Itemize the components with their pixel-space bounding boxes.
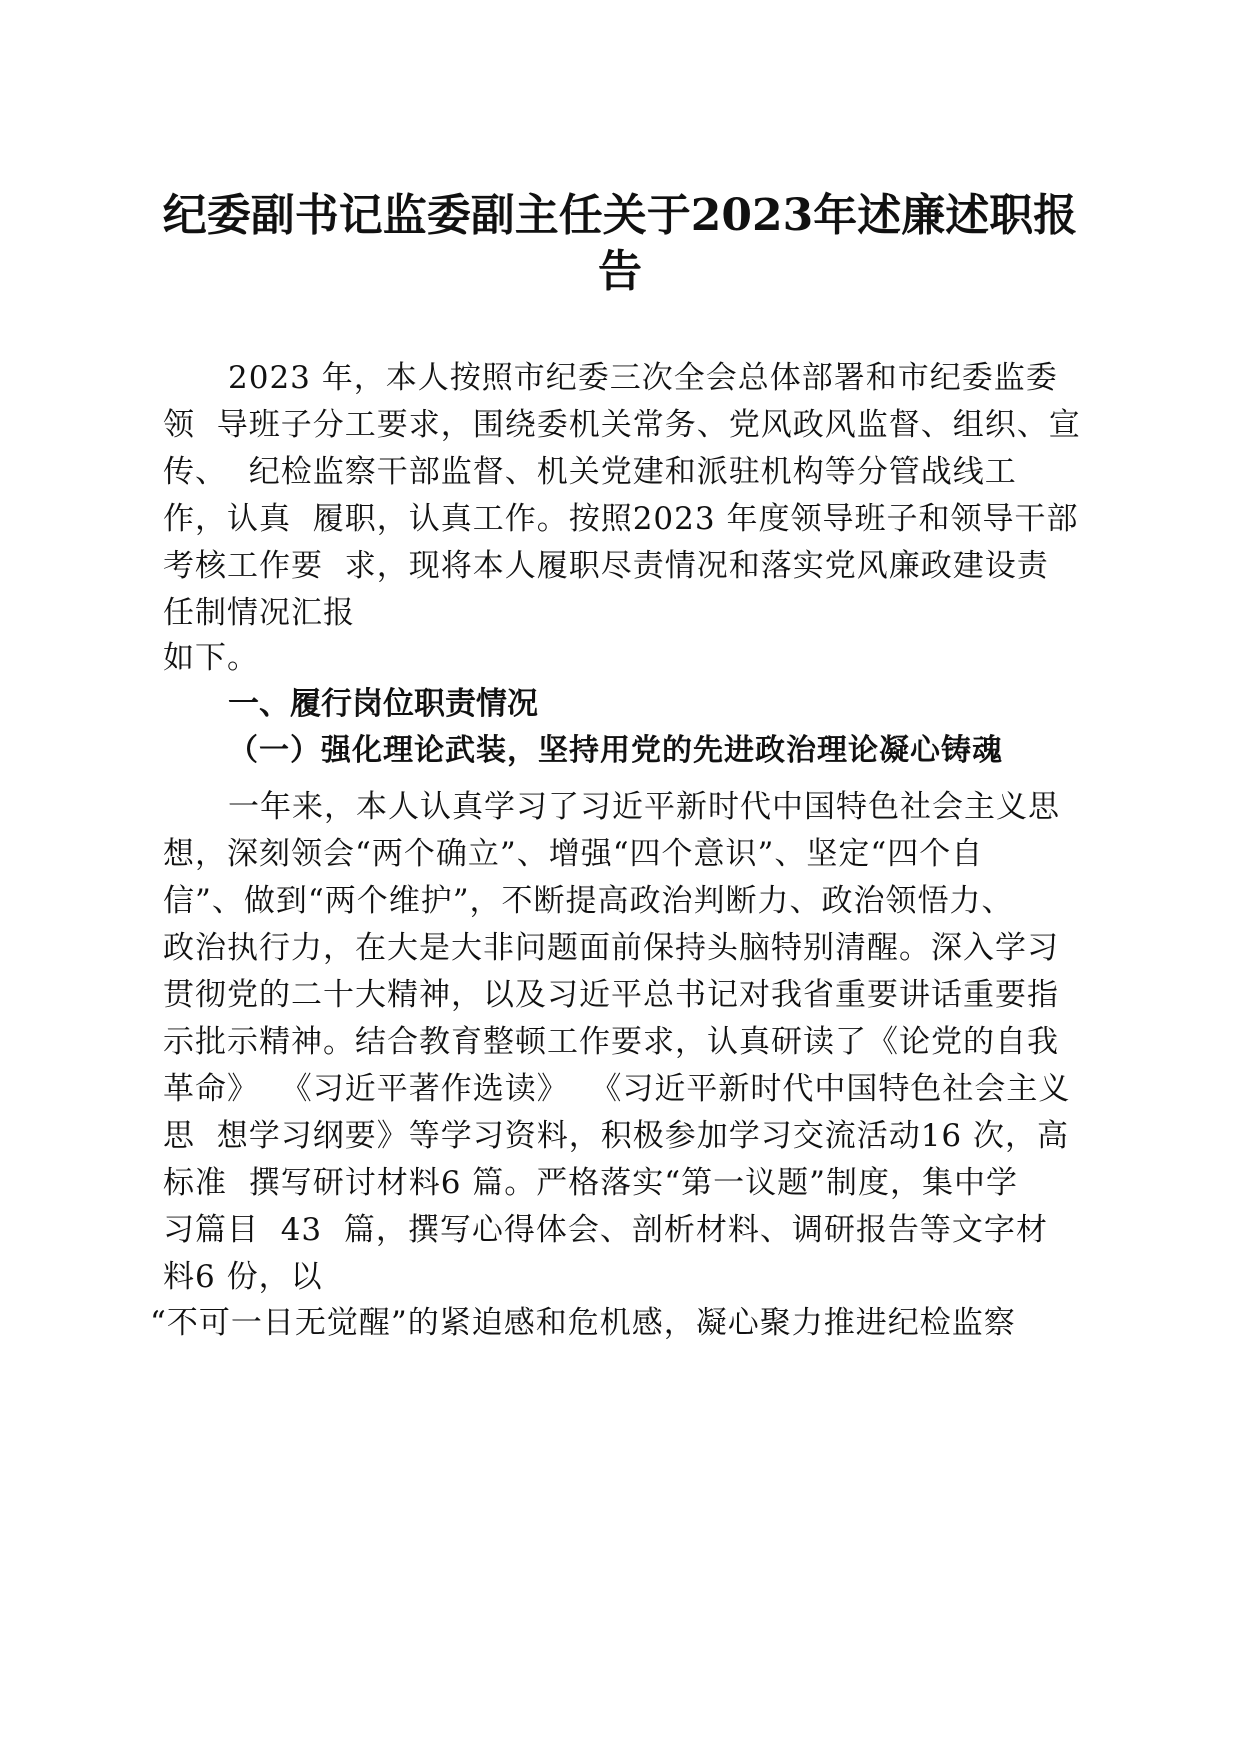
intro-line-2: 领 导班子分工要求，围绕委机关常务、党风政风监督、组织、宣 <box>163 407 1081 443</box>
subsection-heading: （一）强化理论武装，坚持用党的先进政治理论凝心铸魂 <box>228 733 1003 768</box>
body-line-8: 思 想学习纲要》等学习资料，积极参加学习交流活动16 次，高 <box>163 1118 1070 1154</box>
intro-line-3: 传、 纪检监察干部监督、机关党建和派驻机构等分管战线工 <box>163 454 1017 490</box>
body-line-2: 想，深刻领会“两个确立”、增强“四个意识”、坚定“四个自 <box>163 836 984 872</box>
intro-line-6: 任制情况汇报 <box>163 595 355 631</box>
document-title-line-1: 纪委副书记监委副主任关于2023年述廉述职报 <box>162 190 1078 241</box>
intro-line-4: 作，认真 履职，认真工作。按照2023 年度领导班子和领导干部 <box>163 501 1079 537</box>
body-line-12: “不可一日无觉醒”的紧迫感和危机感，凝心聚力推进纪检监察 <box>150 1305 1016 1341</box>
body-line-7: 革命》 《习近平著作选读》 《习近平新时代中国特色社会主义 <box>163 1071 1071 1107</box>
body-line-9: 标准 撰写研讨材料6 篇。严格落实“第一议题”制度，集中学 <box>163 1165 1018 1201</box>
intro-line-5: 考核工作要 求，现将本人履职尽责情况和落实党风廉政建设责 <box>163 548 1049 584</box>
body-line-11: 料6 份，以 <box>163 1259 323 1295</box>
intro-line-1: 2023 年，本人按照市纪委三次全会总体部署和市纪委监委 <box>228 360 1058 396</box>
body-line-5: 贯彻党的二十大精神，以及习近平总书记对我省重要讲话重要指 <box>163 977 1059 1013</box>
body-line-3: 信”、做到“两个维护”，不断提高政治判断力、政治领悟力、 <box>163 883 1014 919</box>
body-line-10: 习篇目 43 篇，撰写心得体会、剖析材料、调研报告等文字材 <box>163 1212 1048 1248</box>
document-title-line-2: 告 <box>598 246 642 297</box>
section-heading: 一、履行岗位职责情况 <box>228 686 538 722</box>
body-line-6: 示批示精神。结合教育整顿工作要求，认真研读了《论党的自我 <box>163 1024 1059 1060</box>
body-line-4: 政治执行力，在大是大非问题面前保持头脑特别清醒。深入学习 <box>163 930 1059 966</box>
intro-line-7: 如下。 <box>163 640 259 676</box>
body-line-1: 一年来，本人认真学习了习近平新时代中国特色社会主义思 <box>228 789 1060 825</box>
